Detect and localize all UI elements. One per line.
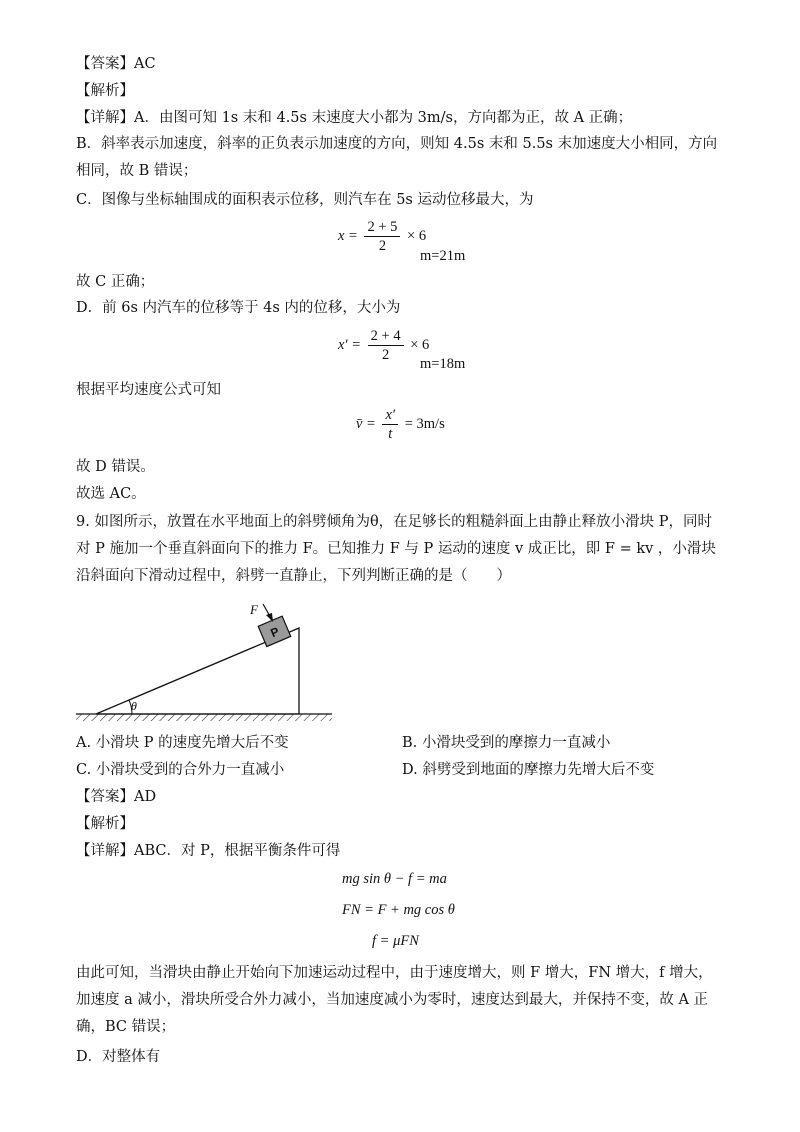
answer-label-9: 【答案】AD: [76, 789, 157, 805]
angle-label: θ: [131, 699, 137, 713]
equation-x-result: m=21m: [420, 248, 466, 264]
force-label: F: [250, 602, 258, 617]
equation-x-prime: x′ = $\frac{2 + 4}{2}$ × 6: [338, 328, 430, 363]
detail-b: B．斜率表示加速度，斜率的正负表示加速度的方向，则知 4.5s 末和 5.5s 末加速度大小相同，方向相同，故 B 错误；: [76, 136, 718, 179]
ground-hatch: [76, 714, 332, 721]
conclusion-9: 由此可知，当滑块由静止开始向下加速运动过程中，由于速度增大，则 F 增大，FN 增大，f 增大，加速度 a 减小，滑块所受合外力减小，当加速度减小为零时，速度达到最大，并保持不变，故 A 正确，BC 错误；: [76, 965, 713, 1035]
question-9: 9. 如图所示，放置在水平地面上的斜劈倾角为θ，在足够长的粗糙斜面上由静止释放小滑块 P，同时对 P 施加一个垂直斜面向下的推力 F。已知推力 F 与 P 运动的速度 v 成正比，即 F = kv ，小滑块沿斜面向下滑动过程中，斜劈一直静止，下列判断正确的是（ ）: [76, 514, 716, 584]
d-wrong: 故 D 错误。: [76, 459, 155, 475]
equation-x-prime-result: m=18m: [420, 356, 466, 372]
c-correct: 故 C 正确；: [76, 274, 155, 290]
detail-abc: 【详解】ABC．对 P，根据平衡条件可得: [76, 843, 341, 859]
avg-intro: 根据平均速度公式可知: [76, 382, 221, 398]
option-d: D. 斜劈受到地面的摩擦力先增大后不变: [402, 762, 655, 778]
detail-d: D．前 6s 内汽车的位移等于 4s 内的位移，大小为: [76, 300, 401, 316]
analysis-label-8: 【解析】: [76, 83, 134, 99]
equation-newton: mg sin θ − f = ma: [342, 871, 447, 887]
block-label: P: [268, 624, 282, 641]
option-a: A. 小滑块 P 的速度先增大后不变: [76, 735, 289, 751]
option-b: B. 小滑块受到的摩擦力一直减小: [402, 735, 611, 751]
incline-figure: [70, 598, 340, 724]
equation-x: x = $\frac{2 + 5}{2}$ × 6: [338, 219, 427, 254]
option-c: C. 小滑块受到的合外力一直减小: [76, 762, 285, 778]
analysis-label-9: 【解析】: [76, 816, 134, 832]
equation-friction: f = μFN: [372, 933, 419, 949]
answer-label-8: 【答案】AC: [76, 56, 156, 72]
force-arrowhead: [266, 613, 273, 622]
detail-a: 【详解】A．由图可知 1s 末和 4.5s 末速度大小都为 3m/s，方向都为正，故 A 正确；: [76, 110, 633, 126]
choose-8: 故选 AC。: [76, 486, 146, 502]
detail-c: C．图像与坐标轴围成的面积表示位移，则汽车在 5s 运动位移最大，为: [76, 192, 534, 208]
equation-avg-velocity: v̄ = $\frac{x'}{t}$ = 3m/s: [356, 407, 445, 442]
detail-d-9: D．对整体有: [76, 1049, 161, 1065]
equation-normal-force: FN = F + mg cos θ: [342, 902, 455, 918]
